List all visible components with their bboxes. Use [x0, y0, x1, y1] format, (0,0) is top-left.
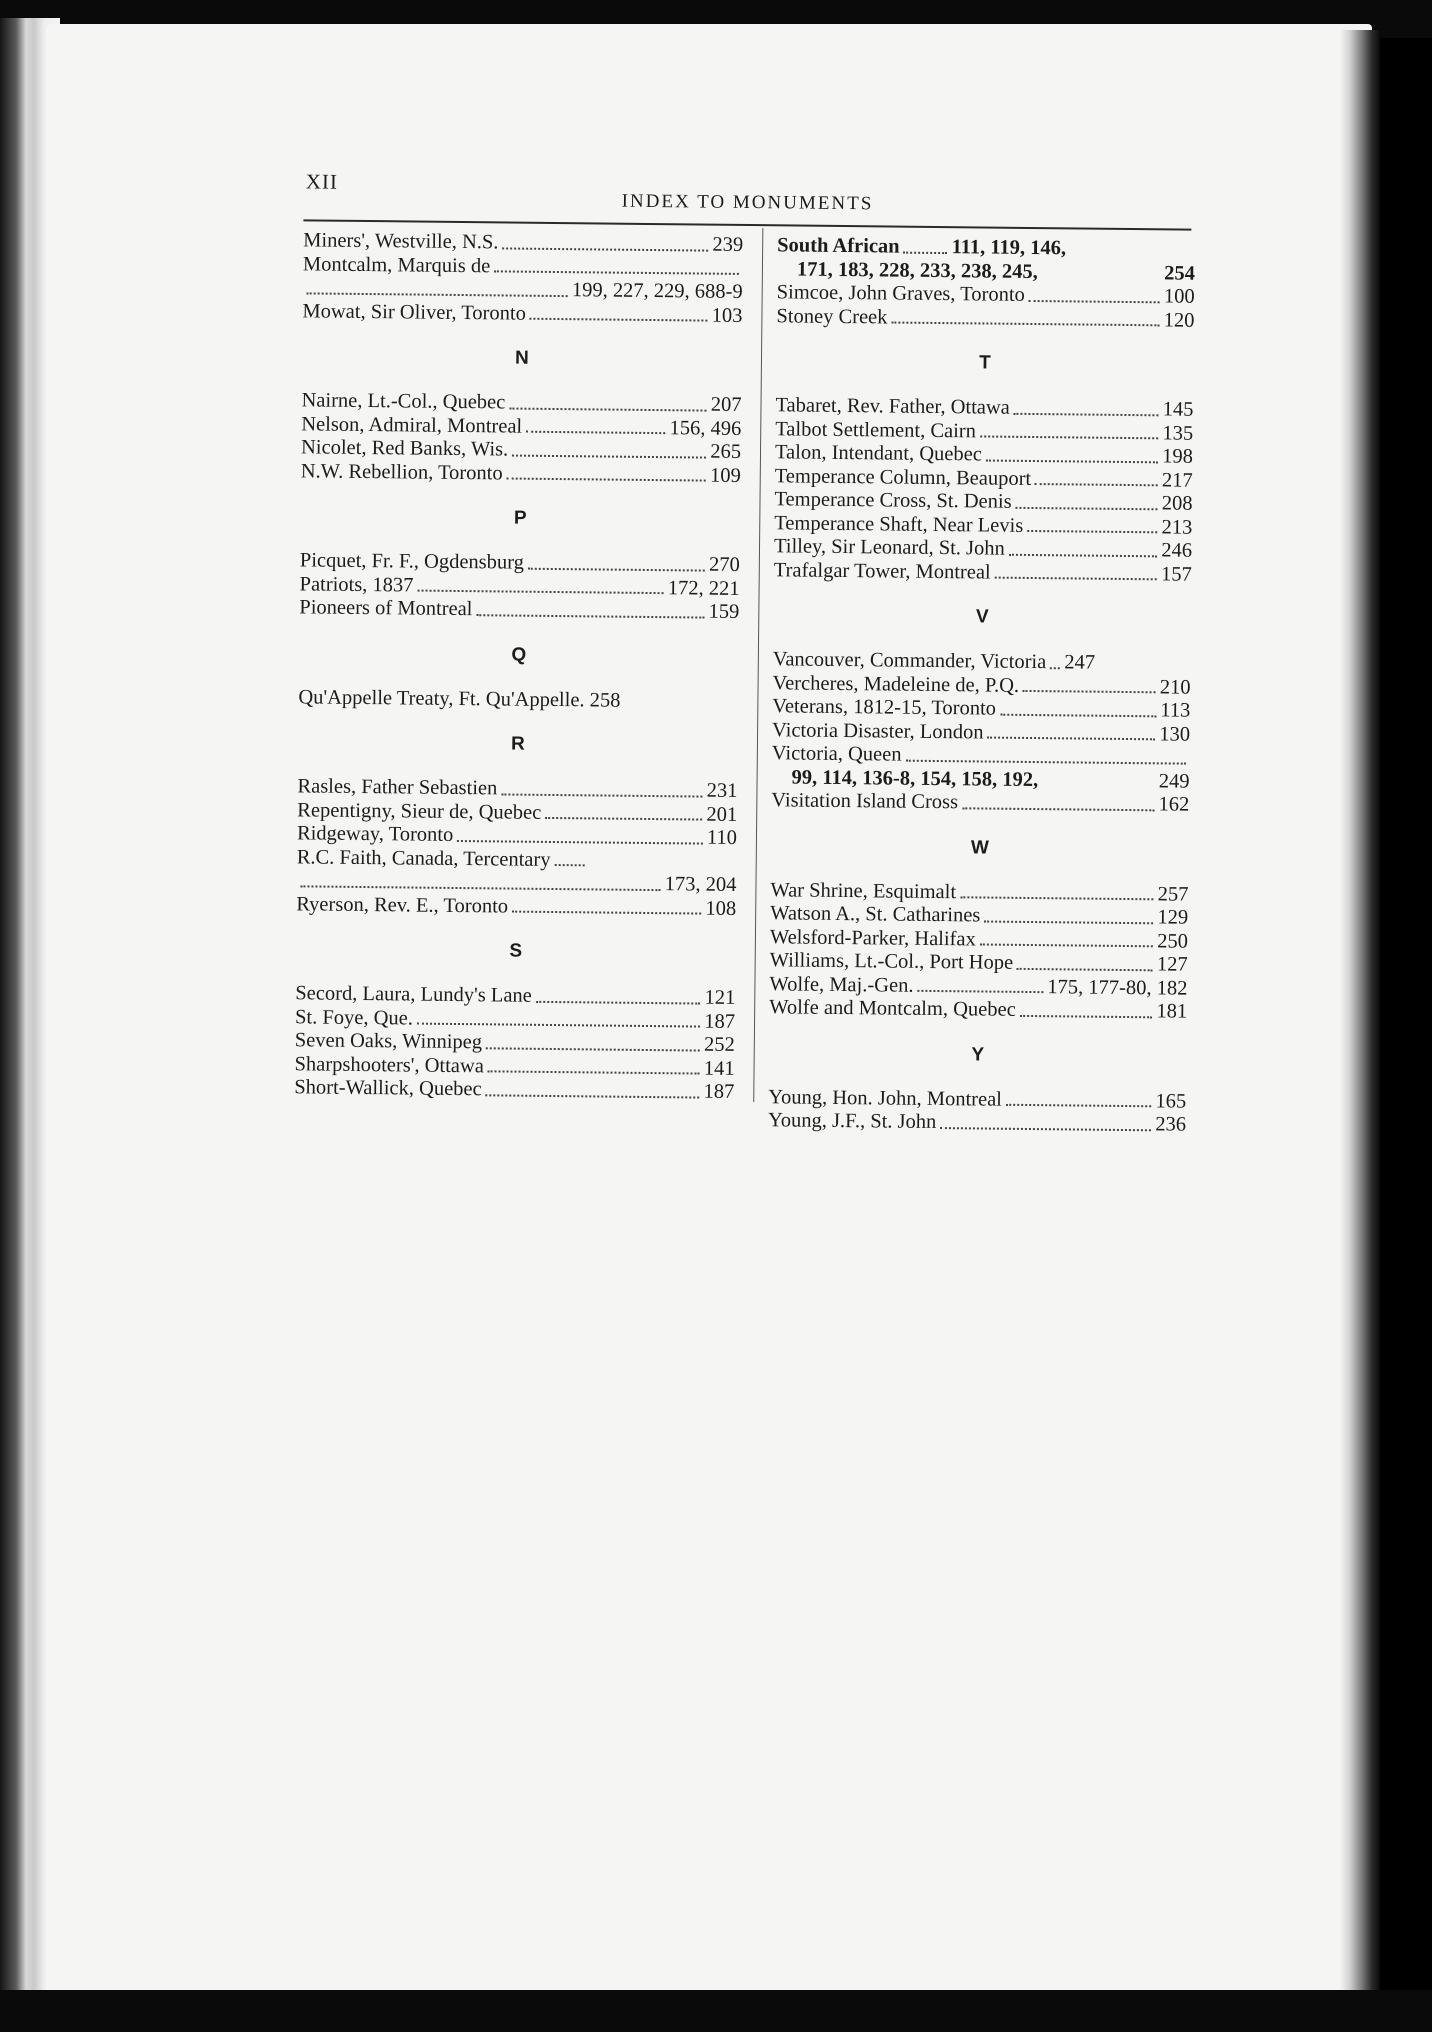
entry-pages: 129	[1157, 906, 1189, 929]
entry-pages: 217	[1161, 468, 1193, 492]
dot-leader	[307, 292, 568, 297]
index-entry	[771, 789, 1189, 817]
section-letter-n: N	[515, 347, 529, 369]
index-entry	[294, 1076, 734, 1104]
dot-leader	[417, 590, 663, 595]
dot-leader	[509, 407, 706, 411]
dot-leader	[980, 943, 1153, 947]
index-entry	[303, 253, 743, 281]
section-letter-s: S	[509, 940, 523, 962]
entry-pages: 159	[708, 600, 740, 623]
section-letter-w: W	[970, 836, 989, 859]
entry-pages: 236	[1155, 1113, 1187, 1136]
dot-leader	[980, 435, 1159, 439]
dot-leader	[1020, 1014, 1153, 1017]
entry-pages: 113	[1160, 699, 1191, 722]
entry-pages: 247	[1064, 651, 1096, 674]
entry-pages: 172, 221	[667, 576, 740, 600]
dot-leader	[554, 864, 584, 866]
entry-pages: 250	[1157, 929, 1189, 953]
dot-leader	[417, 1023, 700, 1028]
entry-name: Simcoe, John Graves, Toronto	[776, 281, 1025, 306]
dot-leader	[1029, 299, 1160, 302]
entry-pages: 254	[1164, 261, 1196, 285]
entry-pages: 208	[1161, 492, 1193, 515]
entry-name: Temperance Shaft, Near Levis	[774, 511, 1024, 537]
entry-pages: 108	[705, 897, 737, 920]
dot-leader	[545, 817, 702, 821]
entry-pages: 130	[1159, 722, 1191, 746]
entry-name: War Shrine, Esquimalt	[770, 878, 957, 903]
dot-leader	[984, 920, 1153, 924]
dot-leader	[917, 990, 1043, 993]
dot-leader	[300, 885, 660, 891]
entry-name: Patriots, 1837	[299, 572, 414, 597]
entry-pages: 141	[703, 1057, 735, 1080]
scan-border-bottom	[0, 1990, 1432, 2032]
dot-leader	[995, 577, 1157, 581]
entry-pages: 207	[710, 393, 742, 416]
dot-leader	[488, 1070, 700, 1074]
entry-name: Wolfe, Maj.-Gen.	[769, 972, 914, 997]
dot-leader	[536, 1000, 701, 1004]
dot-leader	[526, 431, 665, 434]
section-letter-t: T	[979, 352, 991, 374]
entry-pages: 171, 183, 228, 233, 238, 245,	[796, 258, 1038, 283]
dot-leader	[1006, 1104, 1152, 1108]
dot-leader	[1009, 553, 1157, 557]
entry-pages: 257	[1157, 882, 1189, 906]
dot-leader	[476, 614, 704, 618]
entry-pages: 109	[709, 464, 741, 487]
entry-name: Montcalm, Marquis de	[302, 252, 491, 277]
entry-pages: 103	[711, 304, 743, 327]
entry-name: Vancouver, Commander, Victoria	[772, 648, 1047, 674]
dot-leader	[457, 839, 703, 844]
entry-name: Ridgeway, Toronto	[296, 822, 454, 846]
entry-name: Mowat, Sir Oliver, Toronto	[302, 299, 526, 325]
entry-pages: 175, 177-80, 182	[1047, 975, 1188, 1000]
dot-leader	[502, 247, 708, 251]
entry-name: Nicolet, Red Banks, Wis.	[300, 436, 509, 461]
index-entry	[296, 893, 736, 921]
entry-name: Tabaret, Rev. Father, Ottawa	[775, 394, 1010, 419]
dot-leader	[1016, 506, 1158, 509]
entry-name: Nairne, Lt.-Col., Quebec	[301, 389, 506, 414]
dot-leader	[1050, 667, 1060, 669]
entry-pages: 198	[1162, 445, 1194, 468]
entry-name: Temperance Column, Beauport	[774, 464, 1032, 490]
entry-pages: 156, 496	[669, 416, 742, 440]
dot-leader	[486, 1094, 700, 1098]
entry-pages: 120	[1163, 308, 1195, 332]
entry-name: South African	[777, 234, 900, 258]
entry-pages: 246	[1161, 539, 1193, 562]
entry-name: Stoney Creek	[776, 304, 888, 328]
index-entry	[297, 846, 737, 874]
right-index-column	[768, 234, 1195, 1137]
entry-pages: 265	[710, 440, 742, 463]
entry-pages: 145	[1162, 398, 1194, 421]
entry-name: Tilley, Sir Leonard, St. John	[773, 535, 1005, 560]
dot-leader	[512, 454, 706, 458]
entry-name: Ryerson, Rev. E., Toronto	[296, 892, 509, 918]
entry-name: Veterans, 1812-15, Toronto	[772, 695, 997, 720]
entry-name: Nelson, Admiral, Montreal	[301, 412, 523, 438]
section-letter-r: R	[510, 733, 525, 755]
section-letter-v: V	[975, 606, 989, 628]
entry-name: Wolfe and Montcalm, Quebec	[769, 996, 1016, 1021]
entry-name: Williams, Lt.-Col., Port Hope	[769, 949, 1014, 974]
entry-name: Miners', Westville, N.S.	[303, 229, 499, 254]
entry-pages: 110	[706, 826, 738, 849]
entry-pages: 213	[1161, 515, 1193, 539]
entry-name: Pioneers of Montreal	[299, 596, 473, 621]
entry-pages: 231	[706, 779, 738, 802]
dot-leader	[486, 1047, 700, 1051]
entry-pages: 210	[1159, 675, 1191, 699]
dot-leader	[1000, 713, 1156, 717]
section-letter-q: Q	[511, 644, 527, 666]
entry-name: Trafalgar Tower, Montreal	[773, 558, 991, 584]
dot-leader	[512, 911, 701, 915]
dot-leader	[891, 322, 1159, 327]
entry-name: Talbot Settlement, Cairn	[775, 417, 977, 442]
dot-leader	[1014, 412, 1159, 416]
entry-pages: 127	[1156, 953, 1188, 976]
entry-name: Rasles, Father Sebastien	[297, 775, 498, 800]
entry-pages: 187	[704, 1010, 736, 1033]
section-letter-y: Y	[971, 1043, 985, 1066]
left-index-column	[294, 229, 743, 1104]
entry-pages: 249	[1158, 769, 1190, 793]
entry-pages: 162	[1158, 793, 1190, 816]
entry-name: Young, J.F., St. John	[767, 1109, 937, 1134]
entry-name: Victoria, Queen	[771, 742, 902, 766]
entry-name: Picquet, Fr. F., Ogdensburg	[299, 549, 525, 574]
entry-name: Sharpshooters', Ottawa	[294, 1052, 484, 1077]
entry-name: Welsford-Parker, Halifax	[769, 925, 976, 950]
dot-leader	[507, 477, 706, 481]
entry-pages: 252	[703, 1033, 735, 1056]
dot-leader	[1017, 967, 1153, 970]
index-entry	[768, 1109, 1186, 1137]
dot-leader	[530, 318, 708, 322]
entry-pages: 157	[1160, 562, 1192, 586]
dot-leader	[940, 1127, 1151, 1131]
dot-leader	[962, 807, 1155, 811]
entry-name: Seven Oaks, Winnipeg	[294, 1029, 483, 1054]
dot-leader	[1027, 530, 1157, 533]
entry-name: Talon, Intendant, Quebec	[774, 441, 983, 466]
index-entry: Qu'Appelle Treaty, Ft. Qu'Appelle. 258	[298, 685, 621, 712]
entry-pages: 135	[1162, 421, 1194, 445]
entry-name: Short-Wallick, Quebec	[294, 1076, 482, 1101]
entry-pages: 121	[704, 986, 736, 1009]
book-gutter-shadow	[1340, 30, 1380, 2000]
index-entry	[769, 996, 1187, 1024]
entry-pages: 239	[712, 233, 744, 256]
index-entry	[776, 305, 1194, 333]
page-header	[269, 165, 1214, 225]
dot-leader	[960, 896, 1154, 900]
index-page-content	[260, 165, 1215, 1175]
entry-name: Temperance Cross, St. Denis	[774, 488, 1012, 513]
dot-leader	[501, 793, 702, 797]
dot-leader	[904, 251, 948, 253]
entry-name: Vercheres, Madeleine de, P.Q.	[772, 671, 1020, 697]
entry-pages: 111, 119, 146,	[951, 236, 1067, 260]
index-entry	[299, 596, 739, 624]
entry-pages: 100	[1163, 285, 1195, 308]
section-letter-p: P	[513, 507, 527, 529]
entry-pages: 187	[703, 1080, 735, 1103]
entry-name: Repentigny, Sieur de, Quebec	[297, 798, 542, 824]
entry-name: Young, Hon. John, Montreal	[768, 1085, 1003, 1111]
index-entry	[774, 559, 1192, 587]
entry-pages: 173, 204	[664, 873, 737, 896]
entry-name: St. Foye, Que.	[294, 1005, 414, 1030]
index-entry	[302, 300, 742, 328]
entry-pages: 99, 114, 136-8, 154, 158, 192,	[791, 765, 1039, 791]
dot-leader	[986, 459, 1158, 463]
entry-name: Watson A., St. Catharines	[770, 902, 981, 927]
column-divider	[753, 228, 763, 1102]
page-folio: XII	[305, 169, 339, 194]
entry-name: Secord, Laura, Lundy's Lane	[295, 982, 532, 1007]
entry-pages: 201	[706, 803, 738, 826]
entry-pages: 270	[708, 553, 740, 576]
index-entry	[301, 460, 741, 488]
entry-name: R.C. Faith, Canada, Tercentary	[296, 845, 551, 871]
entry-name: Visitation Island Cross	[771, 789, 959, 814]
entry-name: N.W. Rebellion, Toronto	[300, 459, 503, 484]
entry-pages: 199, 227, 229, 688-9	[571, 279, 743, 303]
dot-leader	[987, 737, 1155, 741]
dot-leader	[1023, 690, 1156, 693]
dot-leader	[1035, 483, 1158, 486]
dot-leader	[528, 567, 705, 571]
dot-leader	[905, 759, 1185, 764]
running-title: INDEX TO MONUMENTS	[621, 190, 874, 215]
entry-name: Victoria Disaster, London	[771, 718, 984, 744]
dot-leader	[494, 270, 739, 275]
entry-pages: 181	[1156, 1000, 1188, 1023]
entry-pages: 165	[1155, 1089, 1187, 1113]
